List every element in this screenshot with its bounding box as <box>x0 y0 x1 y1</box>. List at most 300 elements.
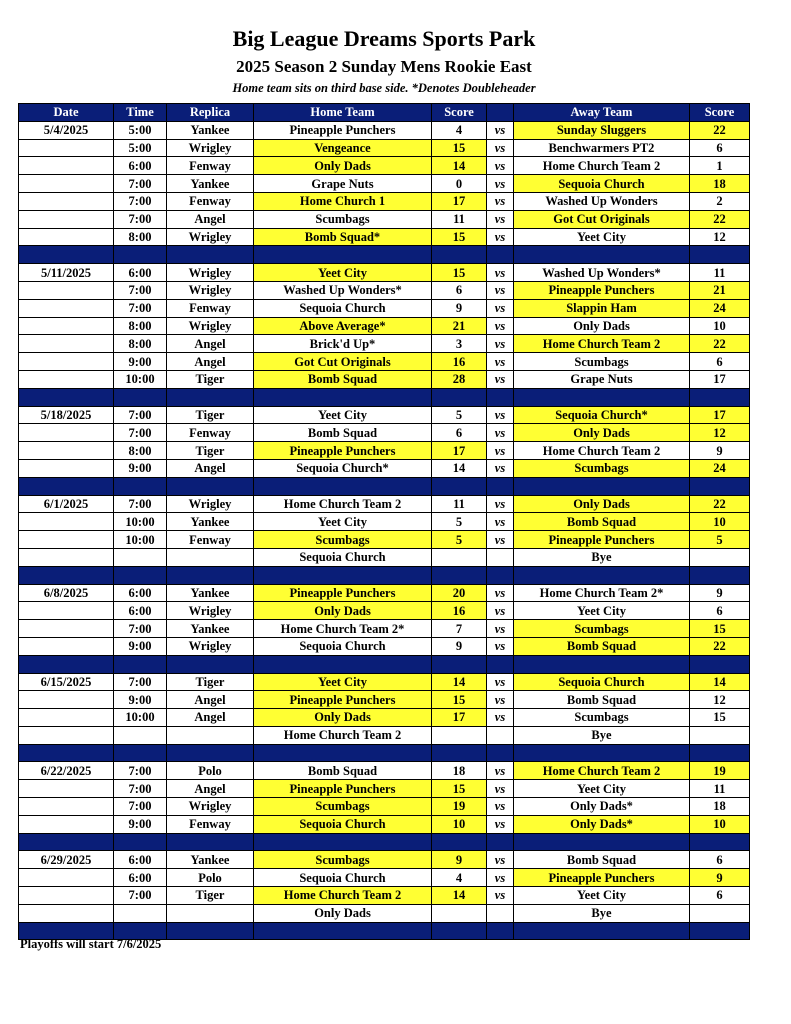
separator-cell <box>167 246 254 264</box>
home-score-cell: 14 <box>432 887 487 905</box>
away-team-cell: Only Dads <box>514 317 690 335</box>
home-team-cell: Scumbags <box>254 851 432 869</box>
away-score-cell: 10 <box>690 815 750 833</box>
home-team-cell: Home Church Team 2* <box>254 620 432 638</box>
time-cell: 7:00 <box>114 281 167 299</box>
away-score-cell: 18 <box>690 175 750 193</box>
date-cell <box>19 317 114 335</box>
vs-cell: vs <box>487 673 514 691</box>
away-score-cell: 17 <box>690 370 750 388</box>
away-score-cell: 1 <box>690 157 750 175</box>
date-cell: 6/22/2025 <box>19 762 114 780</box>
home-score-cell: 15 <box>432 228 487 246</box>
col-header-away: Away Team <box>514 104 690 122</box>
replica-cell: Angel <box>167 709 254 727</box>
time-cell: 9:00 <box>114 815 167 833</box>
separator-cell <box>19 833 114 851</box>
separator-cell <box>114 655 167 673</box>
away-team-cell: Home Church Team 2 <box>514 157 690 175</box>
date-cell <box>19 513 114 531</box>
separator-cell <box>19 744 114 762</box>
time-cell: 7:00 <box>114 495 167 513</box>
away-score-cell: 5 <box>690 531 750 549</box>
vs-cell: vs <box>487 281 514 299</box>
vs-cell: vs <box>487 584 514 602</box>
separator-cell <box>167 477 254 495</box>
vs-cell: vs <box>487 815 514 833</box>
vs-cell: vs <box>487 370 514 388</box>
home-team-cell: Home Church Team 2 <box>254 887 432 905</box>
home-score-cell: 16 <box>432 353 487 371</box>
separator-cell <box>254 744 432 762</box>
separator-cell <box>254 388 432 406</box>
game-row <box>19 851 750 869</box>
time-cell <box>114 726 167 744</box>
separator-cell <box>487 922 514 940</box>
home-score-cell <box>432 548 487 566</box>
vs-cell: vs <box>487 513 514 531</box>
week-separator <box>19 388 750 406</box>
game-row <box>19 442 750 460</box>
separator-cell <box>167 833 254 851</box>
away-team-cell: Bye <box>514 904 690 922</box>
separator-cell <box>690 566 750 584</box>
home-score-cell: 14 <box>432 673 487 691</box>
separator-cell <box>690 833 750 851</box>
home-score-cell: 4 <box>432 869 487 887</box>
home-score-cell: 14 <box>432 157 487 175</box>
game-row <box>19 513 750 531</box>
away-team-cell: Bye <box>514 726 690 744</box>
replica-cell <box>167 548 254 566</box>
game-row <box>19 353 750 371</box>
time-cell: 7:00 <box>114 406 167 424</box>
date-cell: 5/4/2025 <box>19 121 114 139</box>
home-score-cell <box>432 726 487 744</box>
time-cell: 6:00 <box>114 157 167 175</box>
away-team-cell: Bomb Squad <box>514 851 690 869</box>
vs-cell: vs <box>487 620 514 638</box>
replica-cell: Yankee <box>167 851 254 869</box>
vs-cell <box>487 904 514 922</box>
game-row <box>19 210 750 228</box>
away-team-cell: Scumbags <box>514 459 690 477</box>
separator-cell <box>432 922 487 940</box>
separator-cell <box>167 566 254 584</box>
separator-cell <box>690 477 750 495</box>
page-subtitle: 2025 Season 2 Sunday Mens Rookie East <box>236 57 532 76</box>
home-team-cell: Sequoia Church <box>254 869 432 887</box>
away-score-cell: 11 <box>690 264 750 282</box>
away-team-cell: Scumbags <box>514 353 690 371</box>
replica-cell: Angel <box>167 353 254 371</box>
replica-cell: Wrigley <box>167 798 254 816</box>
away-team-cell: Bomb Squad <box>514 513 690 531</box>
home-team-cell: Scumbags <box>254 798 432 816</box>
away-team-cell: Grape Nuts <box>514 370 690 388</box>
separator-cell <box>487 477 514 495</box>
home-team-cell: Sequoia Church <box>254 637 432 655</box>
date-cell: 6/1/2025 <box>19 495 114 513</box>
vs-cell: vs <box>487 192 514 210</box>
home-team-cell: Pineapple Punchers <box>254 442 432 460</box>
separator-cell <box>432 388 487 406</box>
game-row <box>19 121 750 139</box>
date-cell <box>19 210 114 228</box>
home-team-cell: Yeet City <box>254 264 432 282</box>
home-team-cell: Got Cut Originals <box>254 353 432 371</box>
away-score-cell <box>690 548 750 566</box>
away-team-cell: Washed Up Wonders <box>514 192 690 210</box>
home-score-cell: 15 <box>432 264 487 282</box>
schedule-body <box>19 121 750 940</box>
vs-cell: vs <box>487 335 514 353</box>
time-cell: 6:00 <box>114 264 167 282</box>
away-team-cell: Only Dads <box>514 495 690 513</box>
game-row <box>19 370 750 388</box>
home-score-cell: 11 <box>432 495 487 513</box>
separator-cell <box>690 655 750 673</box>
separator-cell <box>19 246 114 264</box>
date-cell <box>19 637 114 655</box>
separator-cell <box>19 477 114 495</box>
away-team-cell: Washed Up Wonders* <box>514 264 690 282</box>
away-score-cell: 18 <box>690 798 750 816</box>
home-team-cell: Sequoia Church <box>254 548 432 566</box>
date-cell: 6/15/2025 <box>19 673 114 691</box>
time-cell: 6:00 <box>114 602 167 620</box>
home-team-cell: Sequoia Church <box>254 815 432 833</box>
time-cell: 10:00 <box>114 709 167 727</box>
time-cell: 7:00 <box>114 780 167 798</box>
vs-cell: vs <box>487 495 514 513</box>
vs-cell: vs <box>487 442 514 460</box>
game-row <box>19 762 750 780</box>
separator-cell <box>690 922 750 940</box>
vs-cell: vs <box>487 691 514 709</box>
time-cell: 5:00 <box>114 139 167 157</box>
date-cell <box>19 459 114 477</box>
home-score-cell <box>432 904 487 922</box>
time-cell: 6:00 <box>114 851 167 869</box>
game-row <box>19 335 750 353</box>
game-row <box>19 691 750 709</box>
time-cell: 9:00 <box>114 353 167 371</box>
date-cell <box>19 531 114 549</box>
away-score-cell: 11 <box>690 780 750 798</box>
game-row <box>19 264 750 282</box>
time-cell <box>114 548 167 566</box>
vs-cell: vs <box>487 157 514 175</box>
time-cell: 7:00 <box>114 424 167 442</box>
away-score-cell: 6 <box>690 353 750 371</box>
date-cell <box>19 815 114 833</box>
away-team-cell: Got Cut Originals <box>514 210 690 228</box>
time-cell: 8:00 <box>114 442 167 460</box>
vs-cell: vs <box>487 175 514 193</box>
away-team-cell: Pineapple Punchers <box>514 281 690 299</box>
away-team-cell: Yeet City <box>514 887 690 905</box>
date-cell <box>19 709 114 727</box>
vs-cell: vs <box>487 139 514 157</box>
away-score-cell: 6 <box>690 139 750 157</box>
home-team-cell: Only Dads <box>254 602 432 620</box>
game-row <box>19 317 750 335</box>
time-cell: 7:00 <box>114 887 167 905</box>
home-score-cell: 5 <box>432 513 487 531</box>
col-header-home: Home Team <box>254 104 432 122</box>
home-team-cell: Bomb Squad <box>254 762 432 780</box>
game-row <box>19 531 750 549</box>
game-row <box>19 459 750 477</box>
time-cell: 7:00 <box>114 673 167 691</box>
away-team-cell: Slappin Ham <box>514 299 690 317</box>
replica-cell: Wrigley <box>167 264 254 282</box>
separator-cell <box>487 833 514 851</box>
home-score-cell: 3 <box>432 335 487 353</box>
vs-cell: vs <box>487 780 514 798</box>
away-score-cell: 12 <box>690 424 750 442</box>
home-team-cell: Above Average* <box>254 317 432 335</box>
replica-cell: Fenway <box>167 192 254 210</box>
away-score-cell: 22 <box>690 637 750 655</box>
away-score-cell <box>690 904 750 922</box>
separator-cell <box>19 566 114 584</box>
game-row <box>19 726 750 744</box>
away-team-cell: Scumbags <box>514 709 690 727</box>
replica-cell: Polo <box>167 762 254 780</box>
separator-cell <box>114 833 167 851</box>
time-cell: 6:00 <box>114 869 167 887</box>
home-score-cell: 14 <box>432 459 487 477</box>
game-row <box>19 424 750 442</box>
replica-cell: Fenway <box>167 157 254 175</box>
date-cell <box>19 602 114 620</box>
time-cell: 10:00 <box>114 370 167 388</box>
game-row <box>19 299 750 317</box>
vs-cell: vs <box>487 709 514 727</box>
away-team-cell: Bomb Squad <box>514 691 690 709</box>
replica-cell: Yankee <box>167 121 254 139</box>
home-score-cell: 17 <box>432 192 487 210</box>
home-team-cell: Bomb Squad <box>254 424 432 442</box>
home-score-cell: 19 <box>432 798 487 816</box>
page-title: Big League Dreams Sports Park <box>232 26 536 51</box>
date-cell <box>19 620 114 638</box>
separator-cell <box>432 566 487 584</box>
home-score-cell: 21 <box>432 317 487 335</box>
replica-cell: Angel <box>167 210 254 228</box>
home-team-cell: Only Dads <box>254 157 432 175</box>
replica-cell: Fenway <box>167 299 254 317</box>
home-team-cell: Pineapple Punchers <box>254 691 432 709</box>
home-score-cell: 9 <box>432 851 487 869</box>
home-score-cell: 20 <box>432 584 487 602</box>
time-cell: 8:00 <box>114 228 167 246</box>
separator-cell <box>690 388 750 406</box>
game-row <box>19 620 750 638</box>
time-cell: 7:00 <box>114 620 167 638</box>
date-cell <box>19 548 114 566</box>
replica-cell: Wrigley <box>167 602 254 620</box>
time-cell: 7:00 <box>114 175 167 193</box>
home-team-cell: Pineapple Punchers <box>254 121 432 139</box>
time-cell: 10:00 <box>114 531 167 549</box>
separator-cell <box>254 655 432 673</box>
home-team-cell: Washed Up Wonders* <box>254 281 432 299</box>
separator-cell <box>167 655 254 673</box>
date-cell: 6/29/2025 <box>19 851 114 869</box>
away-score-cell: 14 <box>690 673 750 691</box>
vs-cell: vs <box>487 317 514 335</box>
separator-cell <box>432 744 487 762</box>
away-score-cell: 9 <box>690 584 750 602</box>
date-cell <box>19 424 114 442</box>
vs-cell <box>487 548 514 566</box>
away-score-cell: 6 <box>690 851 750 869</box>
away-score-cell: 15 <box>690 709 750 727</box>
time-cell: 7:00 <box>114 299 167 317</box>
replica-cell: Tiger <box>167 887 254 905</box>
time-cell: 7:00 <box>114 192 167 210</box>
date-cell <box>19 370 114 388</box>
home-team-cell: Scumbags <box>254 210 432 228</box>
game-row <box>19 798 750 816</box>
replica-cell <box>167 904 254 922</box>
vs-cell: vs <box>487 353 514 371</box>
away-score-cell: 22 <box>690 210 750 228</box>
date-cell <box>19 691 114 709</box>
home-score-cell: 28 <box>432 370 487 388</box>
date-cell <box>19 353 114 371</box>
separator-cell <box>114 388 167 406</box>
home-score-cell: 5 <box>432 406 487 424</box>
away-team-cell: Only Dads <box>514 424 690 442</box>
vs-cell: vs <box>487 406 514 424</box>
home-score-cell: 15 <box>432 780 487 798</box>
replica-cell: Angel <box>167 691 254 709</box>
separator-cell <box>514 246 690 264</box>
time-cell: 10:00 <box>114 513 167 531</box>
replica-cell: Fenway <box>167 531 254 549</box>
vs-cell: vs <box>487 798 514 816</box>
game-row <box>19 780 750 798</box>
home-score-cell: 5 <box>432 531 487 549</box>
week-separator <box>19 833 750 851</box>
game-row <box>19 869 750 887</box>
replica-cell: Wrigley <box>167 495 254 513</box>
col-header-away-score: Score <box>690 104 750 122</box>
time-cell: 5:00 <box>114 121 167 139</box>
away-team-cell: Bye <box>514 548 690 566</box>
away-score-cell: 22 <box>690 495 750 513</box>
date-cell <box>19 887 114 905</box>
game-row <box>19 495 750 513</box>
vs-cell: vs <box>487 887 514 905</box>
replica-cell: Yankee <box>167 584 254 602</box>
replica-cell: Wrigley <box>167 317 254 335</box>
col-header-time: Time <box>114 104 167 122</box>
page-note: Home team sits on third base side. *Denotes Doubleheader <box>232 81 536 95</box>
separator-cell <box>514 477 690 495</box>
time-cell <box>114 904 167 922</box>
away-score-cell: 9 <box>690 869 750 887</box>
away-team-cell: Pineapple Punchers <box>514 531 690 549</box>
home-score-cell: 17 <box>432 442 487 460</box>
home-team-cell: Pineapple Punchers <box>254 780 432 798</box>
col-header-date: Date <box>19 104 114 122</box>
home-team-cell: Only Dads <box>254 904 432 922</box>
week-separator <box>19 246 750 264</box>
date-cell <box>19 726 114 744</box>
away-score-cell: 22 <box>690 121 750 139</box>
vs-cell: vs <box>487 531 514 549</box>
week-separator <box>19 566 750 584</box>
replica-cell: Wrigley <box>167 281 254 299</box>
game-row <box>19 904 750 922</box>
vs-cell <box>487 726 514 744</box>
vs-cell: vs <box>487 264 514 282</box>
separator-cell <box>432 833 487 851</box>
away-score-cell: 2 <box>690 192 750 210</box>
time-cell: 7:00 <box>114 210 167 228</box>
separator-cell <box>167 388 254 406</box>
home-team-cell: Yeet City <box>254 673 432 691</box>
separator-cell <box>514 566 690 584</box>
separator-cell <box>690 744 750 762</box>
away-team-cell: Sunday Sluggers <box>514 121 690 139</box>
home-score-cell: 9 <box>432 299 487 317</box>
home-team-cell: Bomb Squad* <box>254 228 432 246</box>
away-team-cell: Home Church Team 2* <box>514 584 690 602</box>
replica-cell: Polo <box>167 869 254 887</box>
home-team-cell: Pineapple Punchers <box>254 584 432 602</box>
away-team-cell: Yeet City <box>514 602 690 620</box>
home-team-cell: Home Church 1 <box>254 192 432 210</box>
home-team-cell: Yeet City <box>254 513 432 531</box>
home-team-cell: Yeet City <box>254 406 432 424</box>
away-score-cell: 6 <box>690 887 750 905</box>
home-team-cell: Sequoia Church <box>254 299 432 317</box>
home-score-cell: 10 <box>432 815 487 833</box>
away-score-cell: 10 <box>690 317 750 335</box>
away-team-cell: Only Dads* <box>514 815 690 833</box>
home-score-cell: 16 <box>432 602 487 620</box>
vs-cell: vs <box>487 228 514 246</box>
home-score-cell: 17 <box>432 709 487 727</box>
vs-cell: vs <box>487 299 514 317</box>
separator-cell <box>487 566 514 584</box>
separator-cell <box>487 744 514 762</box>
separator-cell <box>432 246 487 264</box>
date-cell <box>19 904 114 922</box>
away-score-cell: 12 <box>690 691 750 709</box>
vs-cell: vs <box>487 637 514 655</box>
home-score-cell: 15 <box>432 691 487 709</box>
home-team-cell: Grape Nuts <box>254 175 432 193</box>
header-row <box>19 104 750 122</box>
game-row <box>19 584 750 602</box>
replica-cell: Tiger <box>167 442 254 460</box>
game-row <box>19 157 750 175</box>
home-score-cell: 18 <box>432 762 487 780</box>
separator-cell <box>514 655 690 673</box>
separator-cell <box>254 566 432 584</box>
separator-cell <box>114 477 167 495</box>
game-row <box>19 887 750 905</box>
game-row <box>19 548 750 566</box>
date-cell <box>19 798 114 816</box>
